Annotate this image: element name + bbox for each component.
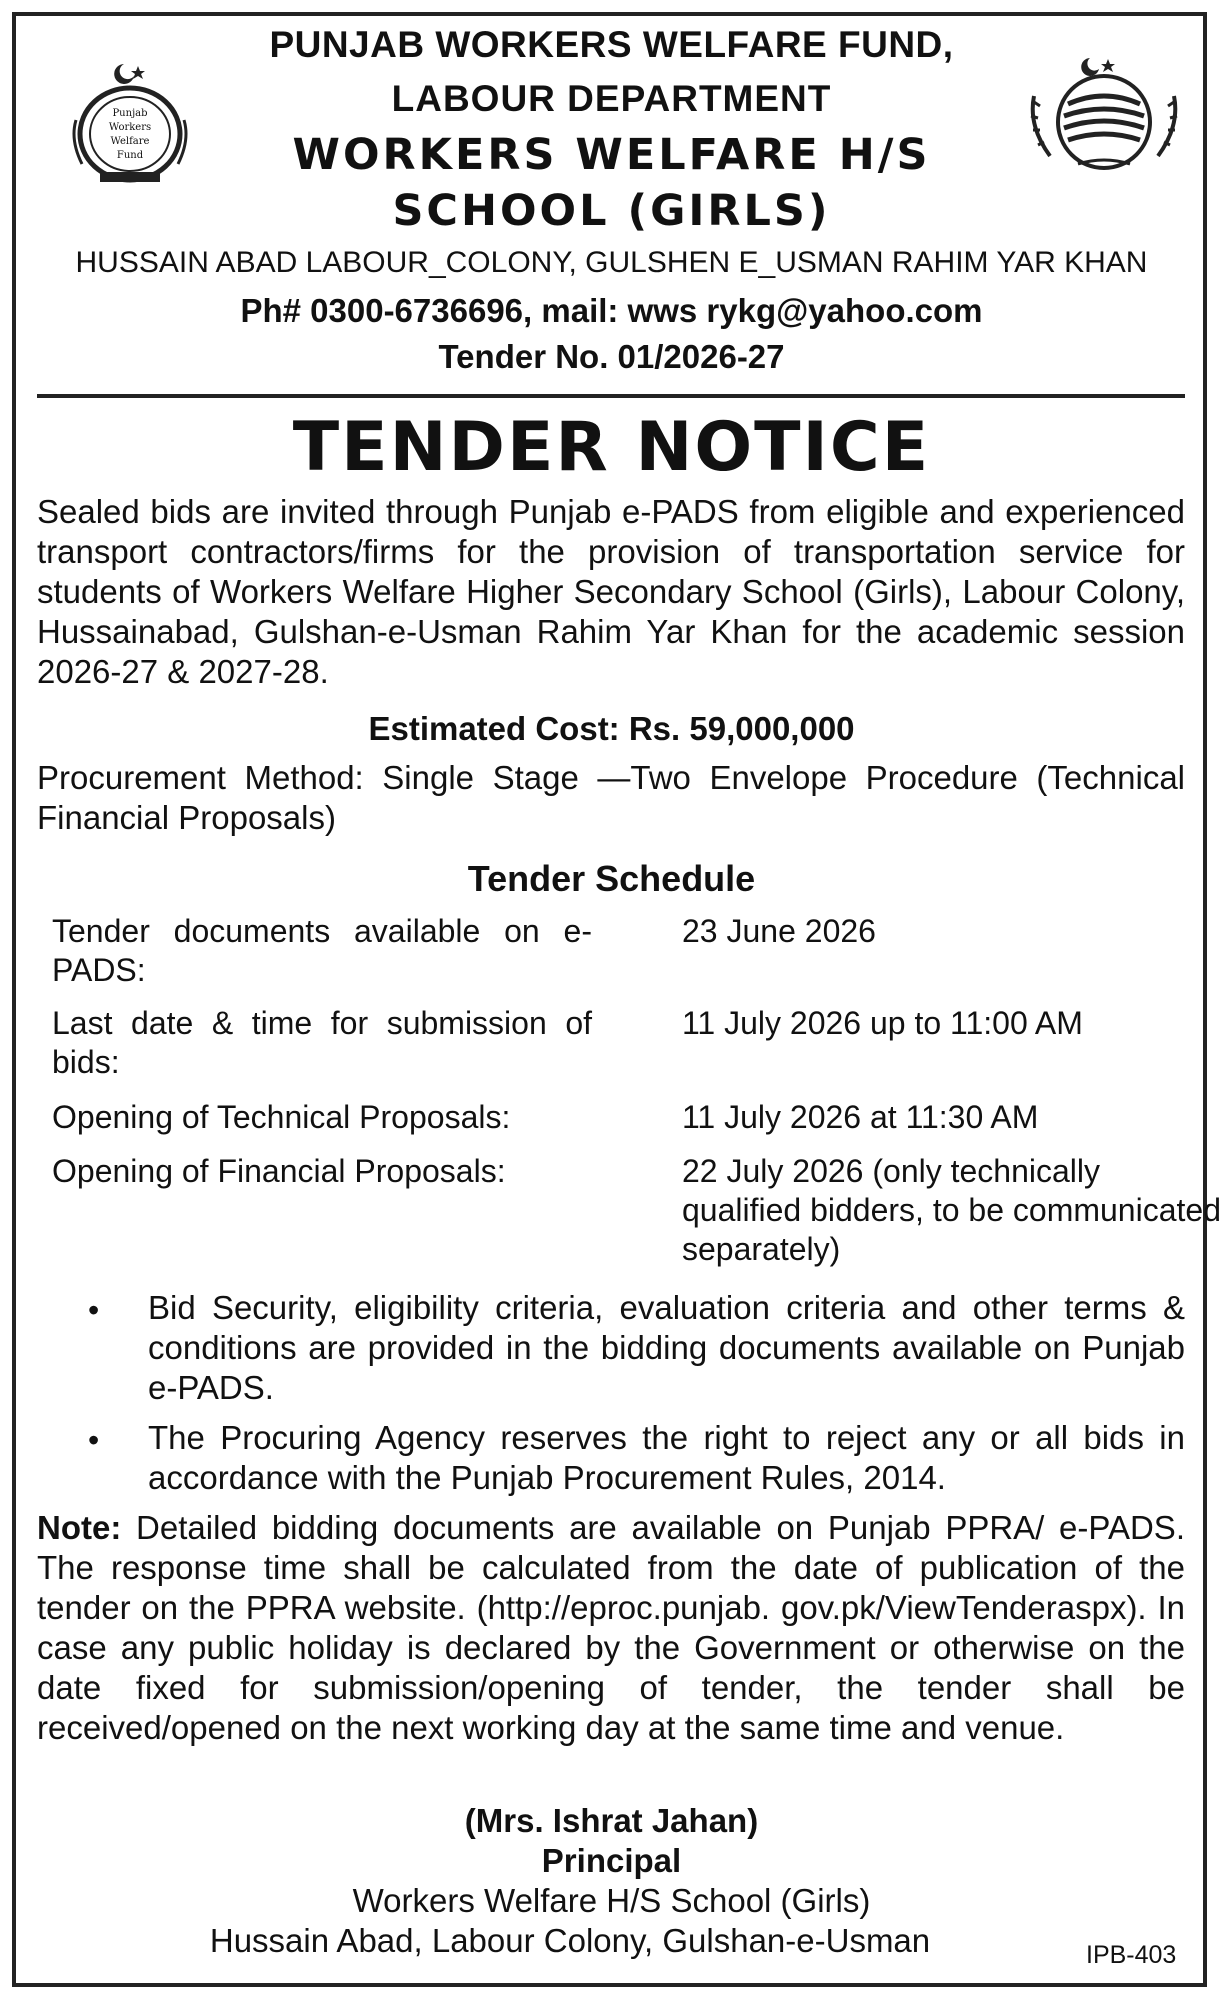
schedule-label: Opening of Financial Proposals:	[52, 1153, 506, 1189]
schedule-value: 23 June 2026	[682, 913, 876, 949]
org-name-line1: PUNJAB WORKERS WELFARE FUND,	[269, 24, 954, 65]
school-name-line1: WORKERS WELFARE H/S	[292, 130, 931, 180]
bullet-item: Bid Security, eligibility criteria, evaluation criteria and other terms & conditions are provided in the bidding documents available on Punjab e-PADS.	[148, 1289, 1185, 1406]
schedule-heading: Tender Schedule	[467, 858, 756, 899]
org-name-line2: LABOUR DEPARTMENT	[391, 78, 832, 119]
signatory-address: Hussain Abad, Labour Colony, Gulshan-e-Usman	[209, 1922, 931, 1959]
schedule-value: 11 July 2026 up to 11:00 AM	[682, 1005, 1083, 1041]
note-label: Note:	[37, 1509, 122, 1546]
schedule-label: Tender documents available on e-PADS:	[52, 913, 592, 988]
note-paragraph	[37, 1508, 1185, 1748]
signatory-designation: Principal	[541, 1842, 682, 1879]
logo-left-text-4: Fund	[116, 150, 144, 161]
schedule-value: 11 July 2026 at 11:30 AM	[682, 1099, 1039, 1135]
school-name-line2: SCHOOL (GIRLS)	[392, 186, 831, 236]
header-divider	[37, 394, 1185, 398]
schedule-label: Last date & time for submission of bids:	[52, 1005, 592, 1080]
contact-line: Ph# 0300-6736696, mail: wws rykg@yahoo.com	[240, 292, 983, 329]
intro-paragraph: Sealed bids are invited through Punjab e-PADS from eligible and experienced transport contractors/firms for the provision of transportation service for students of Workers Welfare Higher Secondary School (Girls), Labour Colony, Hussainabad, Gulshan-e-Usman Rahim Yar Khan for the academic session 2026-27 & 2027-28.	[37, 493, 1185, 690]
schedule-label: Opening of Technical Proposals:	[52, 1099, 511, 1135]
note-text: Detailed bidding documents are available on Punjab PPRA/ e-PADS. The response time shall be calculated from the date of publication of the tender on the PPRA website. (http://eproc.punjab. gov.pk/ViewTenderaspx). In case any public holiday is declared by the Government or otherwise on the date fixed for submission/opening of tender, the tender shall be received/opened on the next working day at the same time and venue.	[37, 1509, 1185, 1746]
school-address: HUSSAIN ABAD LABOUR_COLONY, GULSHEN E_USMAN RAHIM YAR KHAN	[75, 246, 1148, 279]
estimated-cost: Estimated Cost: Rs. 59,000,000	[368, 710, 855, 747]
bullet-item: The Procuring Agency reserves the right to reject any or all bids in accordance with the Punjab Procurement Rules, 2014.	[148, 1419, 1185, 1496]
logo-left-text-1: Punjab	[112, 108, 148, 119]
bullet-icon: •	[88, 1422, 100, 1458]
signatory-name: (Mrs. Ishrat Jahan)	[464, 1802, 759, 1839]
schedule-value: 22 July 2026 (only technically qualified bidders, to be communicated separately)	[682, 1153, 1221, 1267]
logo-left-text-3: Welfare	[110, 136, 150, 147]
tender-number: Tender No. 01/2026-27	[438, 338, 785, 375]
procurement-method: Procurement Method: Single Stage —Two Envelope Procedure (Technical Financial Proposals)	[37, 759, 1185, 836]
page-title: TENDER NOTICE	[292, 408, 931, 487]
publication-code: IPB-403	[1086, 1941, 1177, 1969]
logo-left-text-2: Workers	[108, 122, 152, 133]
bullet-icon: •	[88, 1292, 100, 1328]
signatory-organization: Workers Welfare H/S School (Girls)	[352, 1882, 871, 1919]
